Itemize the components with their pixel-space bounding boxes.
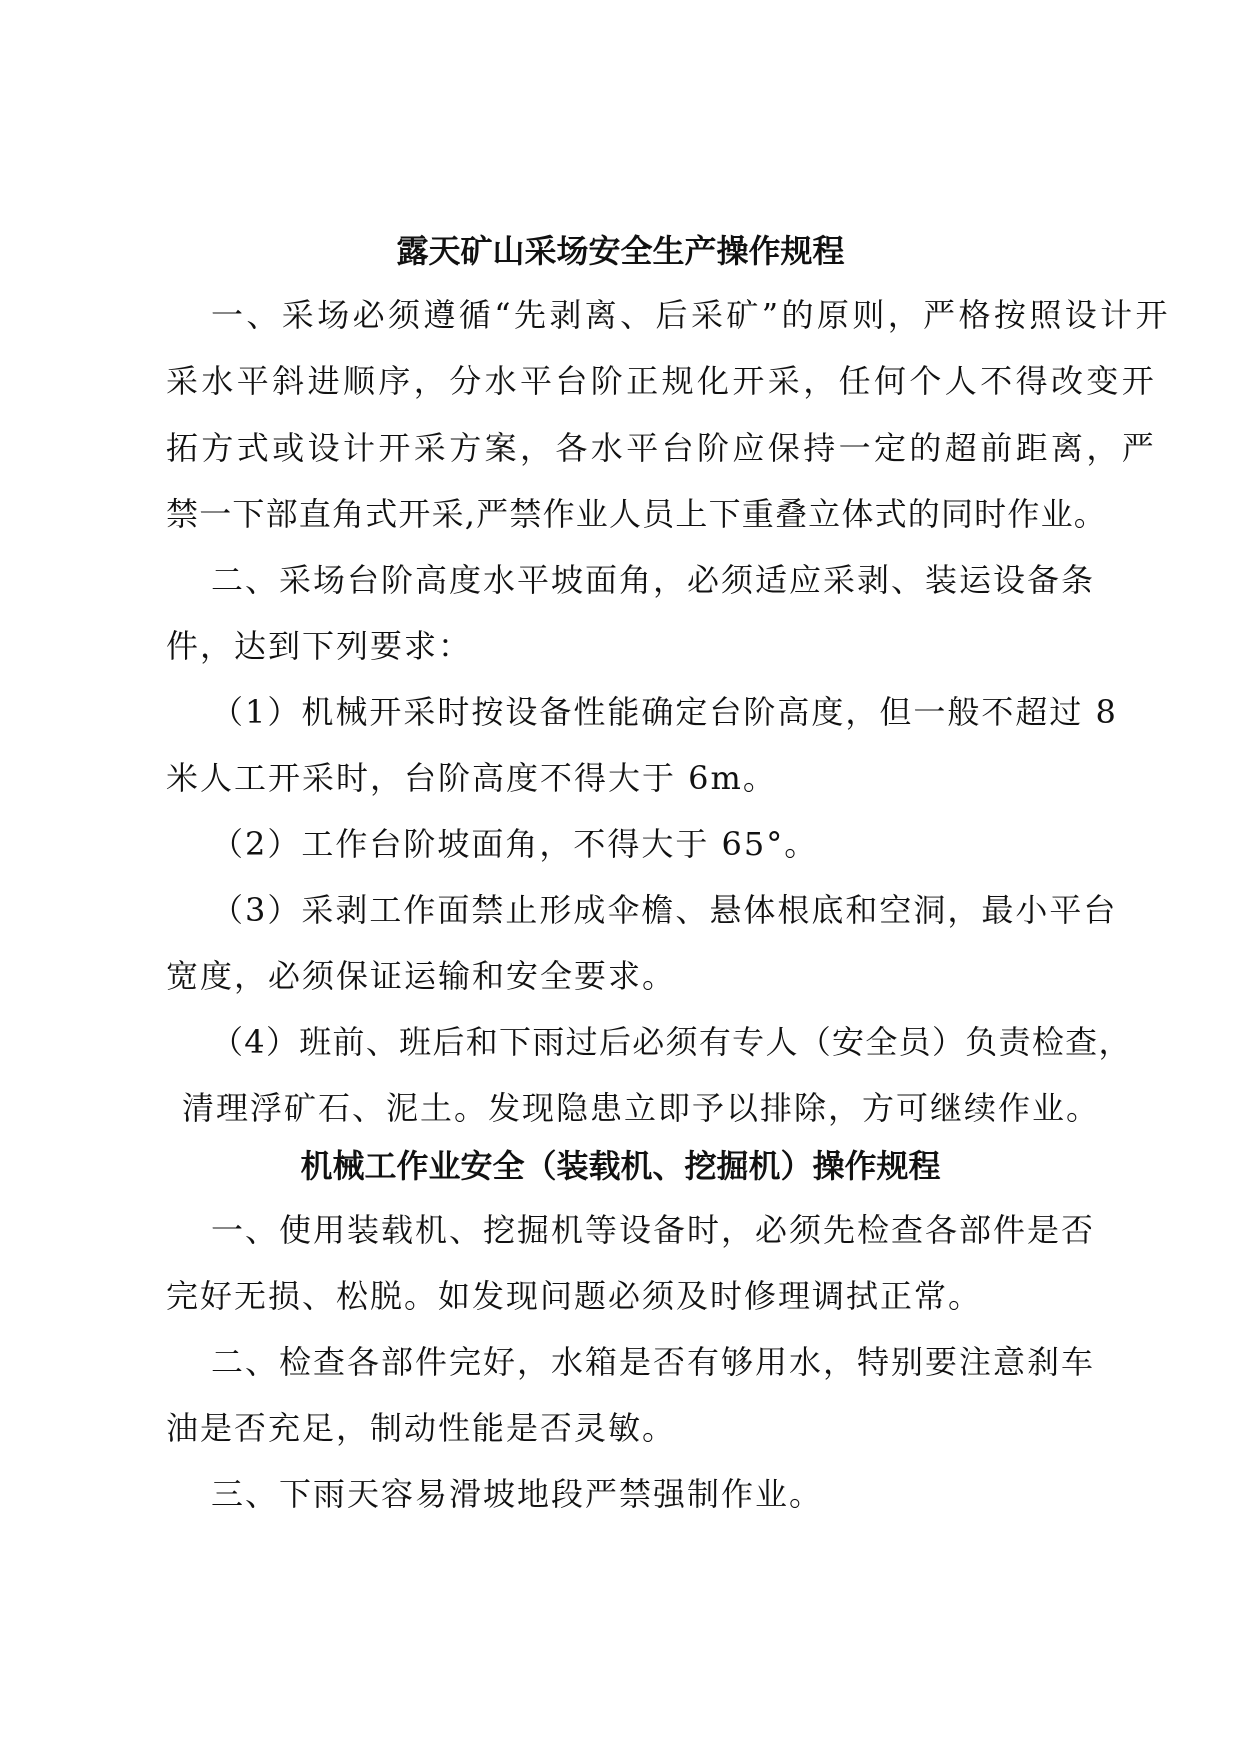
section1-paragraph-line: 采水平斜进顺序，分水平台阶正规化开采，任何个人不得改变开 — [166, 362, 1158, 400]
section1-paragraph-line: 禁一下部直角式开采,严禁作业人员上下重叠立体式的同时作业。 — [166, 495, 1107, 533]
section1-list-item: （2）工作台阶坡面角，不得大于 65°。 — [211, 825, 819, 863]
section2-paragraph-line: 三、下雨天容易滑坡地段严禁强制作业。 — [211, 1475, 824, 1513]
section1-list-item: 宽度，必须保证运输和安全要求。 — [166, 957, 677, 995]
section1-list-item: （1）机械开采时按设备性能确定台阶高度，但一般不超过 8 — [211, 693, 1118, 731]
section2-title: 机械工作业安全（装载机、挖掘机）操作规程 — [300, 1147, 941, 1185]
section1-list-item: 清理浮矿石、泥土。发现隐患立即予以排除，方可继续作业。 — [182, 1089, 1101, 1127]
section1-title: 露天矿山采场安全生产操作规程 — [396, 232, 845, 270]
section2-paragraph-line: 油是否充足，制动性能是否灵敏。 — [166, 1409, 677, 1447]
section1-paragraph-line: 二、采场台阶高度水平坡面角，必须适应采剥、装运设备条 — [211, 561, 1096, 599]
section1-paragraph-line: 件，达到下列要求： — [166, 627, 473, 665]
section1-list-item: （3）采剥工作面禁止形成伞檐、悬体根底和空洞，最小平台 — [211, 891, 1118, 929]
section2-paragraph-line: 一、使用装载机、挖掘机等设备时，必须先检查各部件是否 — [211, 1211, 1096, 1249]
section1-list-item: （4）班前、班后和下雨过后必须有专人（安全员）负责检查， — [211, 1023, 1132, 1061]
section2-paragraph-line: 二、检查各部件完好，水箱是否有够用水，特别要注意刹车 — [211, 1343, 1096, 1381]
section1-paragraph-line: 拓方式或设计开采方案，各水平台阶应保持一定的超前距离，严 — [166, 429, 1158, 467]
section1-paragraph-line: 一、采场必须遵循“先剥离、后采矿”的原则，严格按照设计开 — [211, 296, 1171, 334]
section1-list-item: 米人工开采时，台阶高度不得大于 6m。 — [166, 759, 777, 797]
section2-paragraph-line: 完好无损、松脱。如发现问题必须及时修理调拭正常。 — [166, 1277, 983, 1315]
